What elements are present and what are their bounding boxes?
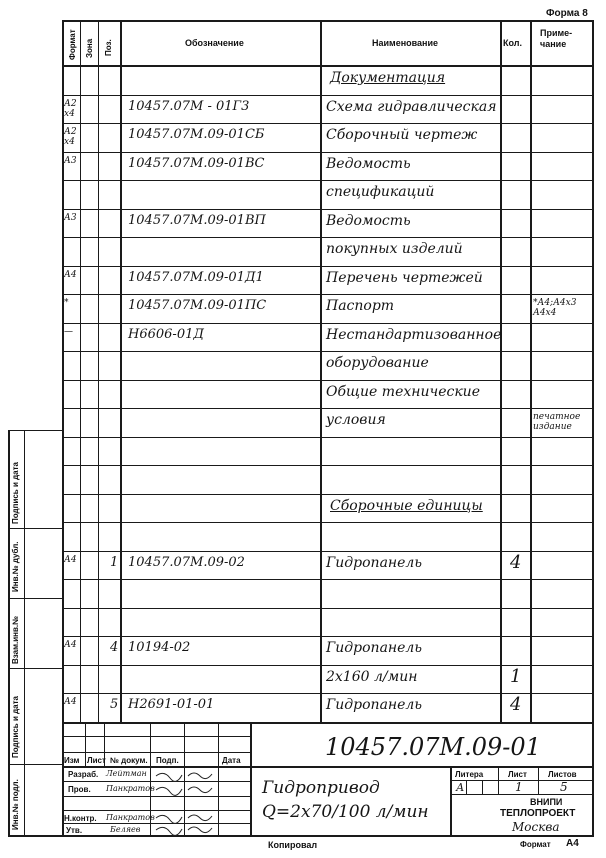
col-izm-label: Изм <box>64 756 80 765</box>
cell-format: А3 <box>64 156 77 166</box>
cell-note: *А4;А4х3 А4х4 <box>533 298 577 318</box>
row-divider <box>62 437 593 438</box>
cell-format: А4 <box>64 555 77 565</box>
cell-format: — <box>64 327 73 337</box>
cell-name: покупных изделий <box>326 241 463 257</box>
title-line-1: Гидропривод <box>262 778 380 798</box>
cell-position: 5 <box>110 697 119 712</box>
header-zone: Зона <box>85 38 94 58</box>
cell-name: Сборочные единицы <box>330 498 483 514</box>
cell-name: Гидропанель <box>326 640 422 656</box>
col-date-label: Дата <box>222 756 241 765</box>
side-label-inv-podl: Инв.№ подл. <box>11 779 20 830</box>
cell-name: Ведомость <box>326 156 411 172</box>
row-divider <box>62 408 593 409</box>
row-divider <box>62 351 593 352</box>
row-divider <box>62 522 593 523</box>
cell-name: условия <box>326 412 386 428</box>
cell-name: Ведомость <box>326 213 411 229</box>
nkontr-name: Панкратов <box>106 813 155 822</box>
utv-label: Утв. <box>66 826 83 835</box>
row-divider <box>62 579 593 580</box>
cell-format: А2 х4 <box>64 127 77 147</box>
header-name: Наименование <box>372 38 439 48</box>
row-divider <box>62 636 593 637</box>
org-line-2: ТЕПЛОПРОЕКТ <box>500 808 576 819</box>
cell-name: оборудование <box>326 355 429 371</box>
col-doc-label: № докум. <box>110 756 148 765</box>
cell-position: 1 <box>110 555 119 570</box>
cell-name: Гидропанель <box>326 697 422 713</box>
side-label-signature-date-2: Подпись и дата <box>11 696 20 758</box>
cell-name: Документация <box>330 70 446 86</box>
cell-format: А4 <box>64 270 77 280</box>
col-sign-label: Подп. <box>156 756 179 765</box>
cell-format: А3 <box>64 213 77 223</box>
cell-format: А2 х4 <box>64 99 77 119</box>
header-designation: Обозначение <box>185 38 244 48</box>
header-qty: Кол. <box>503 38 522 48</box>
cell-name: 2х160 л/мин <box>326 669 418 685</box>
document-number: 10457.07М.09-01 <box>325 733 541 761</box>
row-divider <box>62 465 593 466</box>
org-line-1: ВНИПИ <box>530 797 563 807</box>
razrab-label: Разраб. <box>68 770 99 779</box>
row-divider <box>62 123 593 124</box>
cell-designation: 10457.07М.09-01ПС <box>128 298 267 313</box>
cell-name: спецификаций <box>326 184 435 200</box>
signature-marks <box>150 766 250 836</box>
prov-label: Пров. <box>68 785 91 794</box>
cell-qty: 4 <box>510 694 522 715</box>
row-divider <box>62 237 593 238</box>
litera-value: А <box>456 781 465 794</box>
cell-designation: 10457.07М.09-01ВС <box>128 156 265 171</box>
header-format: Формат <box>68 29 77 60</box>
cell-name: Перечень чертежей <box>326 270 483 286</box>
cell-format: А4 <box>64 697 77 707</box>
cell-name: Нестандартизованное <box>326 327 502 343</box>
row-divider <box>62 209 593 210</box>
cell-format: * <box>64 298 69 308</box>
format-label: Формат <box>520 840 551 849</box>
cell-name: Гидропанель <box>326 555 422 571</box>
side-label-signature-date-1: Подпись и дата <box>11 462 20 524</box>
row-divider <box>62 380 593 381</box>
cell-designation: 10457.07М.09-01СБ <box>128 127 265 142</box>
side-label-inv-dubl: Инв.№ дубл. <box>11 541 20 592</box>
cell-designation: Н6606-01Д <box>128 327 204 342</box>
sheet-value: 1 <box>515 780 523 794</box>
sheets-value: 5 <box>560 780 568 794</box>
format-value: А4 <box>566 838 579 849</box>
title-block-top <box>62 722 593 724</box>
copied-label: Копировал <box>268 840 318 850</box>
row-divider <box>62 152 593 153</box>
org-city: Москва <box>512 820 560 834</box>
cell-designation: Н2691-01-01 <box>128 697 215 712</box>
nkontr-label: Н.контр. <box>64 814 97 823</box>
row-divider <box>62 180 593 181</box>
form-label: Форма 8 <box>546 8 588 19</box>
cell-position: 4 <box>110 640 119 655</box>
side-label-vzam-inv: Взам.инв.№ <box>11 615 20 664</box>
cell-designation: 10194-02 <box>128 640 191 655</box>
sheets-label: Листов <box>548 770 577 779</box>
cell-format: А4 <box>64 640 77 650</box>
cell-name: Сборочный чертеж <box>326 127 478 143</box>
cell-designation: 10457.07М - 01Г3 <box>128 99 250 114</box>
cell-qty: 4 <box>510 552 522 573</box>
col-list-label: Лист <box>87 756 106 765</box>
razrab-name: Лейтман <box>106 769 147 778</box>
utv-name: Беляев <box>110 825 141 834</box>
cell-designation: 10457.07М.09-02 <box>128 555 245 570</box>
row-divider <box>62 494 593 495</box>
row-divider <box>62 608 593 609</box>
cell-note: печатное издание <box>533 412 581 432</box>
row-divider <box>62 323 593 324</box>
row-divider <box>62 294 593 295</box>
cell-qty: 1 <box>510 666 522 687</box>
cell-name: Общие технические <box>326 384 480 400</box>
cell-designation: 10457.07М.09-01ВП <box>128 213 266 228</box>
cell-name: Схема гидравлическая <box>326 99 497 115</box>
litera-label: Литера <box>455 770 484 779</box>
header-pos: Поз. <box>104 39 113 56</box>
cell-designation: 10457.07М.09-01Д1 <box>128 270 264 285</box>
prov-name: Панкратов <box>106 784 155 793</box>
header-note: Приме- чание <box>540 28 573 49</box>
row-divider <box>62 266 593 267</box>
cell-name: Паспорт <box>326 298 395 314</box>
sheet-label: Лист <box>508 770 527 779</box>
title-line-2: Q=2х70/100 л/мин <box>262 802 429 822</box>
row-divider <box>62 95 593 96</box>
